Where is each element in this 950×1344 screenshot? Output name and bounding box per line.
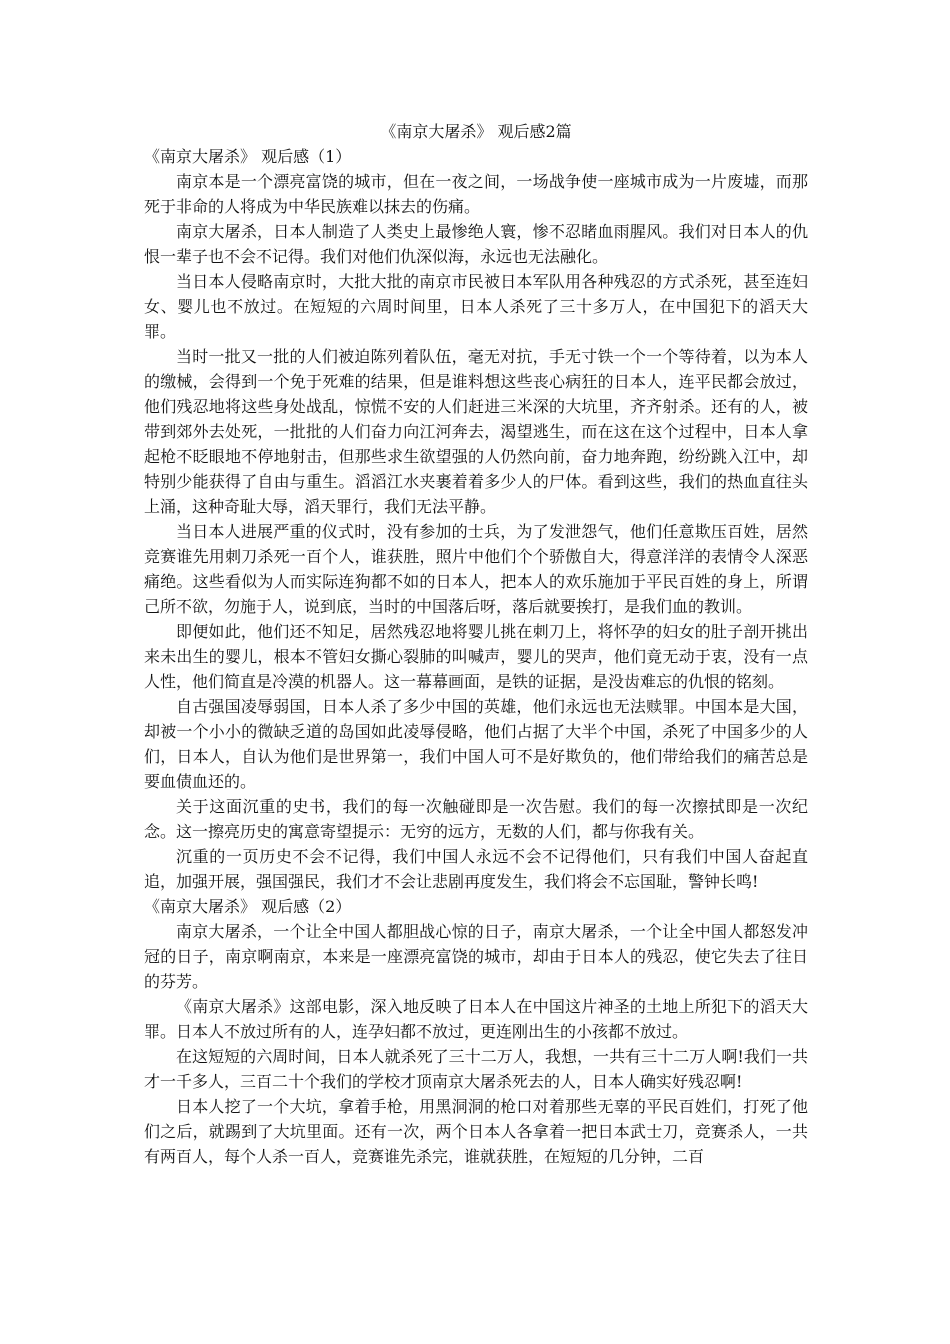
paragraph: 南京大屠杀，日本人制造了人类史上最惨绝人寰，惨不忍睹血雨腥风。我们对日本人的仇恨一辈子也不会不记得。我们对他们仇深似海，永远也无法融化。 xyxy=(144,222,808,266)
paragraph: 沉重的一页历史不会不记得，我们中国人永远不会不记得他们，只有我们中国人奋起直追，加强开展，强国强民，我们才不会让悲剧再度发生，我们将会不忘国耻，警钟长鸣! xyxy=(144,847,808,891)
paragraph: 当日本人侵略南京时，大批大批的南京市民被日本军队用各种残忍的方式杀死，甚至连妇女、婴儿也不放过。在短短的六周时间里，日本人杀死了三十多万人，在中国犯下的滔天大罪。 xyxy=(144,272,808,341)
paragraph: 日本人挖了一个大坑，拿着手枪，用黑洞洞的枪口对着那些无辜的平民百姓们，打死了他们之后，就踢到了大坑里面。还有一次，两个日本人各拿着一把日本武士刀，竞赛杀人，一共有两百人，每个人杀一百人，竞赛谁先杀完，谁就获胜，在短短的几分钟，二百 xyxy=(144,1097,808,1166)
section-1-heading: 《南京大屠杀》 观后感（1） xyxy=(144,147,352,166)
paragraph: 关于这面沉重的史书，我们的每一次触碰即是一次告慰。我们的每一次擦拭即是一次纪念。这一擦亮历史的寓意寄望提示：无穷的远方，无数的人们，都与你我有关。 xyxy=(144,797,808,841)
paragraph: 自古强国凌辱弱国，日本人杀了多少中国的英雄，他们永远也无法赎罪。中国本是大国，却被一个小小的微缺乏道的岛国如此凌辱侵略，他们占据了大半个中国，杀死了中国多少的人们，日本人，自认为他们是世界第一，我们中国人可不是好欺负的，他们带给我们的痛苦总是要血债血还的。 xyxy=(144,697,808,791)
paragraph: 南京本是一个漂亮富饶的城市，但在一夜之间，一场战争使一座城市成为一片废墟，而那死于非命的人将成为中华民族难以抹去的伤痛。 xyxy=(144,172,808,216)
document-title: 《南京大屠杀》 观后感2篇 xyxy=(380,122,572,141)
paragraph: 在这短短的六周时间，日本人就杀死了三十二万人，我想，一共有三十二万人啊!我们一共才一千多人，三百二十个我们的学校才顶南京大屠杀死去的人，日本人确实好残忍啊! xyxy=(144,1047,808,1091)
paragraph: 当时一批又一批的人们被迫陈列着队伍，毫无对抗，手无寸铁一个一个等待着，以为本人的缴械，会得到一个免于死难的结果，但是谁料想这些丧心病狂的日本人，连平民都会放过，他们残忍地将这些身处战乱，惊慌不安的人们赶进三米深的大坑里，齐齐射杀。还有的人，被带到郊外去处死，一批批的人们奋力向江河奔去，渴望逃生，而在这在这个过程中，日本人拿起枪不眨眼地不停地射击，但那些求生欲望强的人仍然向前，奋力地奔跑，纷纷跳入江中，却特别少能获得了自由与重生。滔滔江水夹裹着着多少人的尸体。看到这些，我们的热血直往头上涌，这种奇耻大辱，滔天罪行，我们无法平静。 xyxy=(144,347,808,516)
paragraph: 南京大屠杀，一个让全中国人都胆战心惊的日子，南京大屠杀，一个让全中国人都怒发冲冠的日子，南京啊南京，本来是一座漂亮富饶的城市，却由于日本人的残忍，使它失去了往日的芬芳。 xyxy=(144,922,808,991)
section-2-heading: 《南京大屠杀》 观后感（2） xyxy=(144,897,352,916)
paragraph: 即便如此，他们还不知足，居然残忍地将婴儿挑在刺刀上，将怀孕的妇女的肚子剖开挑出来未出生的婴儿，根本不管妇女撕心裂肺的叫喊声，婴儿的哭声，他们竟无动于衷，没有一点人性，他们简直是冷漠的机器人。这一幕幕画面，是铁的证据，是没齿难忘的仇恨的铭刻。 xyxy=(144,622,808,691)
paragraph: 当日本人进展严重的仪式时，没有参加的士兵，为了发泄怨气，他们任意欺压百姓，居然竞赛谁先用刺刀杀死一百个人，谁获胜，照片中他们个个骄傲自大，得意洋洋的表情令人深恶痛绝。这些看似为人而实际连狗都不如的日本人，把本人的欢乐施加于平民百姓的身上，所谓己所不欲，勿施于人，说到底，当时的中国落后呀，落后就要挨打，是我们血的教训。 xyxy=(144,522,808,616)
paragraph: 《南京大屠杀》这部电影，深入地反映了日本人在中国这片神圣的土地上所犯下的滔天大罪。日本人不放过所有的人，连孕妇都不放过，更连刚出生的小孩都不放过。 xyxy=(144,997,808,1041)
document-page xyxy=(144,119,808,1169)
